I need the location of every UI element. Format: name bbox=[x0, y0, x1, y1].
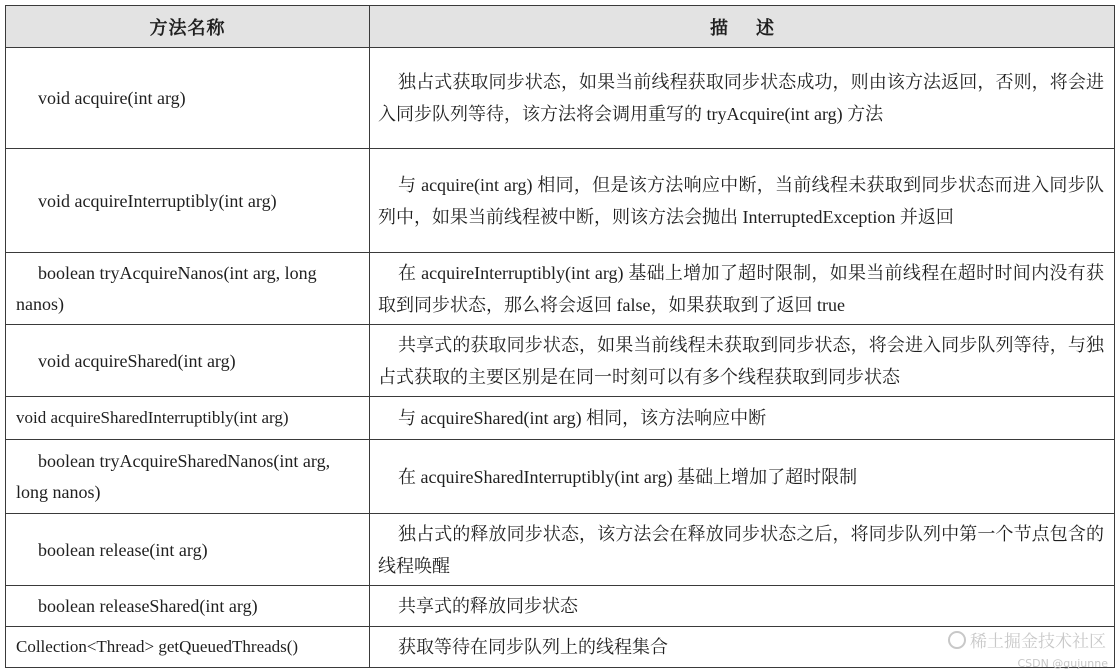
method-description-cell bbox=[370, 440, 1115, 514]
method-description: 在 acquireInterruptibly(int arg) 基础上增加了超时限制，如果当前线程在超时时间内没有获取到同步状态，那么将会返回 false，如果获取到了返回 true bbox=[378, 262, 1104, 315]
method-name: void acquireInterruptibly(int arg) bbox=[38, 190, 277, 211]
method-description: 独占式获取同步状态，如果当前线程获取同步状态成功，则由该方法返回，否则，将会进入同步队列等待，该方法将会调用重写的 tryAcquire(int arg) 方法 bbox=[378, 72, 1104, 124]
method-description-cell bbox=[370, 397, 1115, 440]
table-row bbox=[6, 397, 1115, 440]
method-table-container bbox=[5, 5, 1114, 667]
method-name-cell bbox=[6, 253, 370, 325]
method-name-cell bbox=[6, 325, 370, 397]
method-name-cell bbox=[6, 48, 370, 149]
table-row bbox=[6, 440, 1115, 514]
method-description: 与 acquireShared(int arg) 相同，该方法响应中断 bbox=[398, 408, 767, 428]
table-row bbox=[6, 48, 1115, 149]
method-name-cell bbox=[6, 627, 370, 668]
method-description: 在 acquireSharedInterruptibly(int arg) 基础上增加了超时限制 bbox=[398, 466, 858, 487]
method-name-cell bbox=[6, 586, 370, 627]
method-name: boolean tryAcquireNanos(int arg, long nanos) bbox=[16, 262, 317, 314]
method-description-cell bbox=[370, 586, 1115, 627]
method-description-cell bbox=[370, 48, 1115, 149]
method-table bbox=[5, 5, 1115, 668]
method-description-cell bbox=[370, 149, 1115, 253]
table-row bbox=[6, 586, 1115, 627]
table-row bbox=[6, 325, 1115, 397]
method-description-cell bbox=[370, 325, 1115, 397]
watermark-credit: CSDN @gujunne bbox=[1017, 657, 1108, 670]
table-row bbox=[6, 514, 1115, 586]
method-description: 独占式的释放同步状态，该方法会在释放同步状态之后，将同步队列中第一个节点包含的线程唤醒 bbox=[378, 523, 1104, 576]
method-name-cell bbox=[6, 514, 370, 586]
method-name-cell bbox=[6, 149, 370, 253]
header-method-name: 方法名称 bbox=[6, 6, 370, 48]
method-description: 共享式的释放同步状态 bbox=[398, 596, 578, 616]
method-name-cell bbox=[6, 440, 370, 514]
header-row bbox=[6, 6, 1115, 48]
method-description: 共享式的获取同步状态，如果当前线程未获取到同步状态，将会进入同步队列等待，与独占式获取的主要区别是在同一时刻可以有多个线程获取到同步状态 bbox=[378, 334, 1104, 387]
method-description-cell bbox=[370, 514, 1115, 586]
watermark-text: 稀土掘金技术社区 bbox=[970, 632, 1106, 652]
method-name: void acquireSharedInterruptibly(int arg) bbox=[16, 408, 289, 427]
table-row bbox=[6, 253, 1115, 325]
method-description-cell bbox=[370, 253, 1115, 325]
method-name: void acquireShared(int arg) bbox=[38, 350, 236, 371]
method-name: boolean tryAcquireSharedNanos(int arg, long nanos) bbox=[16, 450, 331, 502]
method-name: boolean release(int arg) bbox=[38, 539, 208, 560]
method-name: boolean releaseShared(int arg) bbox=[38, 596, 258, 616]
method-description: 与 acquire(int arg) 相同，但是该方法响应中断，当前线程未获取到同步状态而进入同步队列中，如果当前线程被中断，则该方法会抛出 InterruptedException 并返回 bbox=[378, 174, 1104, 227]
table-row bbox=[6, 149, 1115, 253]
watermark bbox=[948, 627, 1106, 652]
method-name: void acquire(int arg) bbox=[38, 88, 186, 108]
method-description: 获取等待在同步队列上的线程集合 bbox=[398, 637, 668, 657]
method-name-cell bbox=[6, 397, 370, 440]
method-name: Collection<Thread> getQueuedThreads() bbox=[16, 637, 299, 656]
juejin-logo-icon bbox=[948, 631, 966, 649]
header-description: 描述 bbox=[370, 6, 1115, 48]
